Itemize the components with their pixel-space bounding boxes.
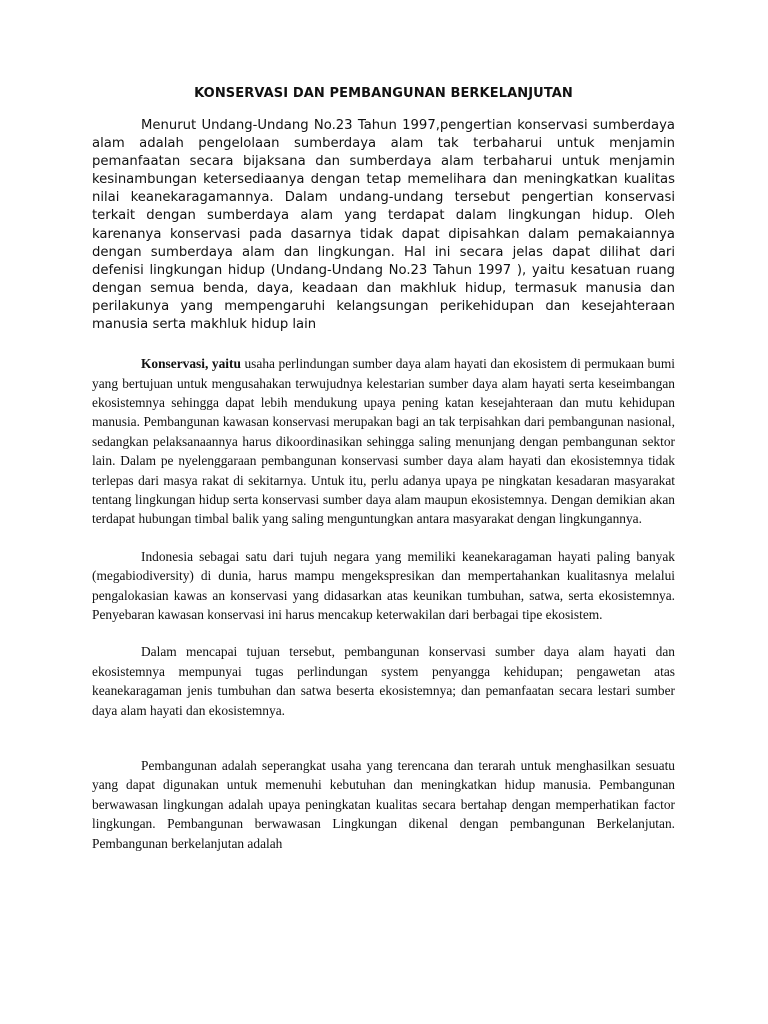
paragraph-tujuan: Dalam mencapai tujuan tersebut, pembangunan konservasi sumber daya alam hayati dan ekosistemnya mempunyai tugas perlindungan system penyangga kehidupan; pengawetan atas keanekaragaman jenis tumbuhan dan satwa beserta ekosistemnya; dan pemanfaatan secara lestari sumber daya alam hayati dan ekosistemnya. (92, 644, 675, 718)
paragraph-definition-law: Menurut Undang-Undang No.23 Tahun 1997,pengertian konservasi sumberdaya alam adalah pengelolaan sumberdaya alam tak terbaharui untuk menjamin pemanfaatan secara bijaksana dan sumberdaya alam terbaharui untuk menjamin kesinambungan ketersediaanya dengan tetap memelihara dan meningkatkan kualitas nilai keanekaragamannya. Dalam undang-undang tersebut pengertian konservasi terkait dengan sumberdaya alam yang terdapat dalam lingkungan hidup. Oleh karenanya konservasi pada dasarnya tidak dapat dipisahkan dalam pemakaiannya dengan sumberdaya alam dan lingkungan. Hal ini secara jelas dapat dilihat dari defenisi lingkungan hidup (Undang-Undang No.23 Tahun 1997 ), yaitu kesatuan ruang dengan semua benda, daya, keadaan dan makhluk hidup, termasuk manusia dan perilakunya yang mempengaruhi kelangsungan perikehidupan dan kesejahteraan manusia serta makhluk hidup lain (92, 118, 675, 333)
paragraph-pembangunan: Pembangunan adalah seperangkat usaha yang terencana dan terarah untuk menghasilkan sesuatu yang dapat digunakan untuk memenuhi kebutuhan dan meningkatkan hidup manusia. Pembangunan berwawasan lingkungan adalah upaya peningkatan kualitas secara bertahap dengan memperhatikan factor lingkungan. Pembangunan berwawasan Lingkungan dikenal dengan pembangunan Berkelanjutan. Pembangunan berkelanjutan adalah (92, 758, 675, 851)
paragraph-indonesia: Indonesia sebagai satu dari tujuh negara yang memiliki keanekaragaman hayati paling banyak (megabiodiversity) di dunia, harus mampu mengekspresikan dan mempertahankan kualitasnya melalui pengalokasian kawas an konservasi yang didasarkan atas keunikan tumbuhan, satwa, serta ekosistemnya. Penyebaran kawasan konservasi ini harus mencakup keterwakilan dari berbagai tipe ekosistem. (92, 548, 675, 622)
paragraph-konservasi (92, 354, 675, 529)
document-title: KONSERVASI DAN PEMBANGUNAN BERKELANJUTAN (194, 86, 573, 101)
paragraph-lead-term: Konservasi, yaitu (141, 356, 241, 372)
document-page (92, 86, 675, 871)
paragraph-konservasi-body: usaha perlindungan sumber daya alam hayati dan ekosistem di permukaan bumi yang bertujuan untuk mengusahakan terwujudnya kelestarian sumber daya alam hayati serta keseimbangan ekosistemnya sehingga dapat lebih mendukung upaya pening katan kesejahteraan dan mutu kehidupan manusia. Pembangunan kawasan konservasi merupakan bagi an tak terpisahkan dari pembangunan nasional, sedangkan pelaksanaannya harus dikoordinasikan sehingga saling menunjang dengan pembangunan sektor lain. Dalam pe nyelenggaraan pembangunan konservasi sumber daya alam hayati dan ekosistemnya tidak terlepas dari masya rakat di sekitarnya. Untuk itu, perlu adanya upaya pe ningkatan kesadaran masyarakat tentang lingkungan hidup serta konservasi sumber daya alam maupun ekosistemnya. Dengan demikian akan terdapat hubungan timbal balik yang saling menguntungkan antara masyarakat dengan lingkungannya. (92, 356, 675, 527)
